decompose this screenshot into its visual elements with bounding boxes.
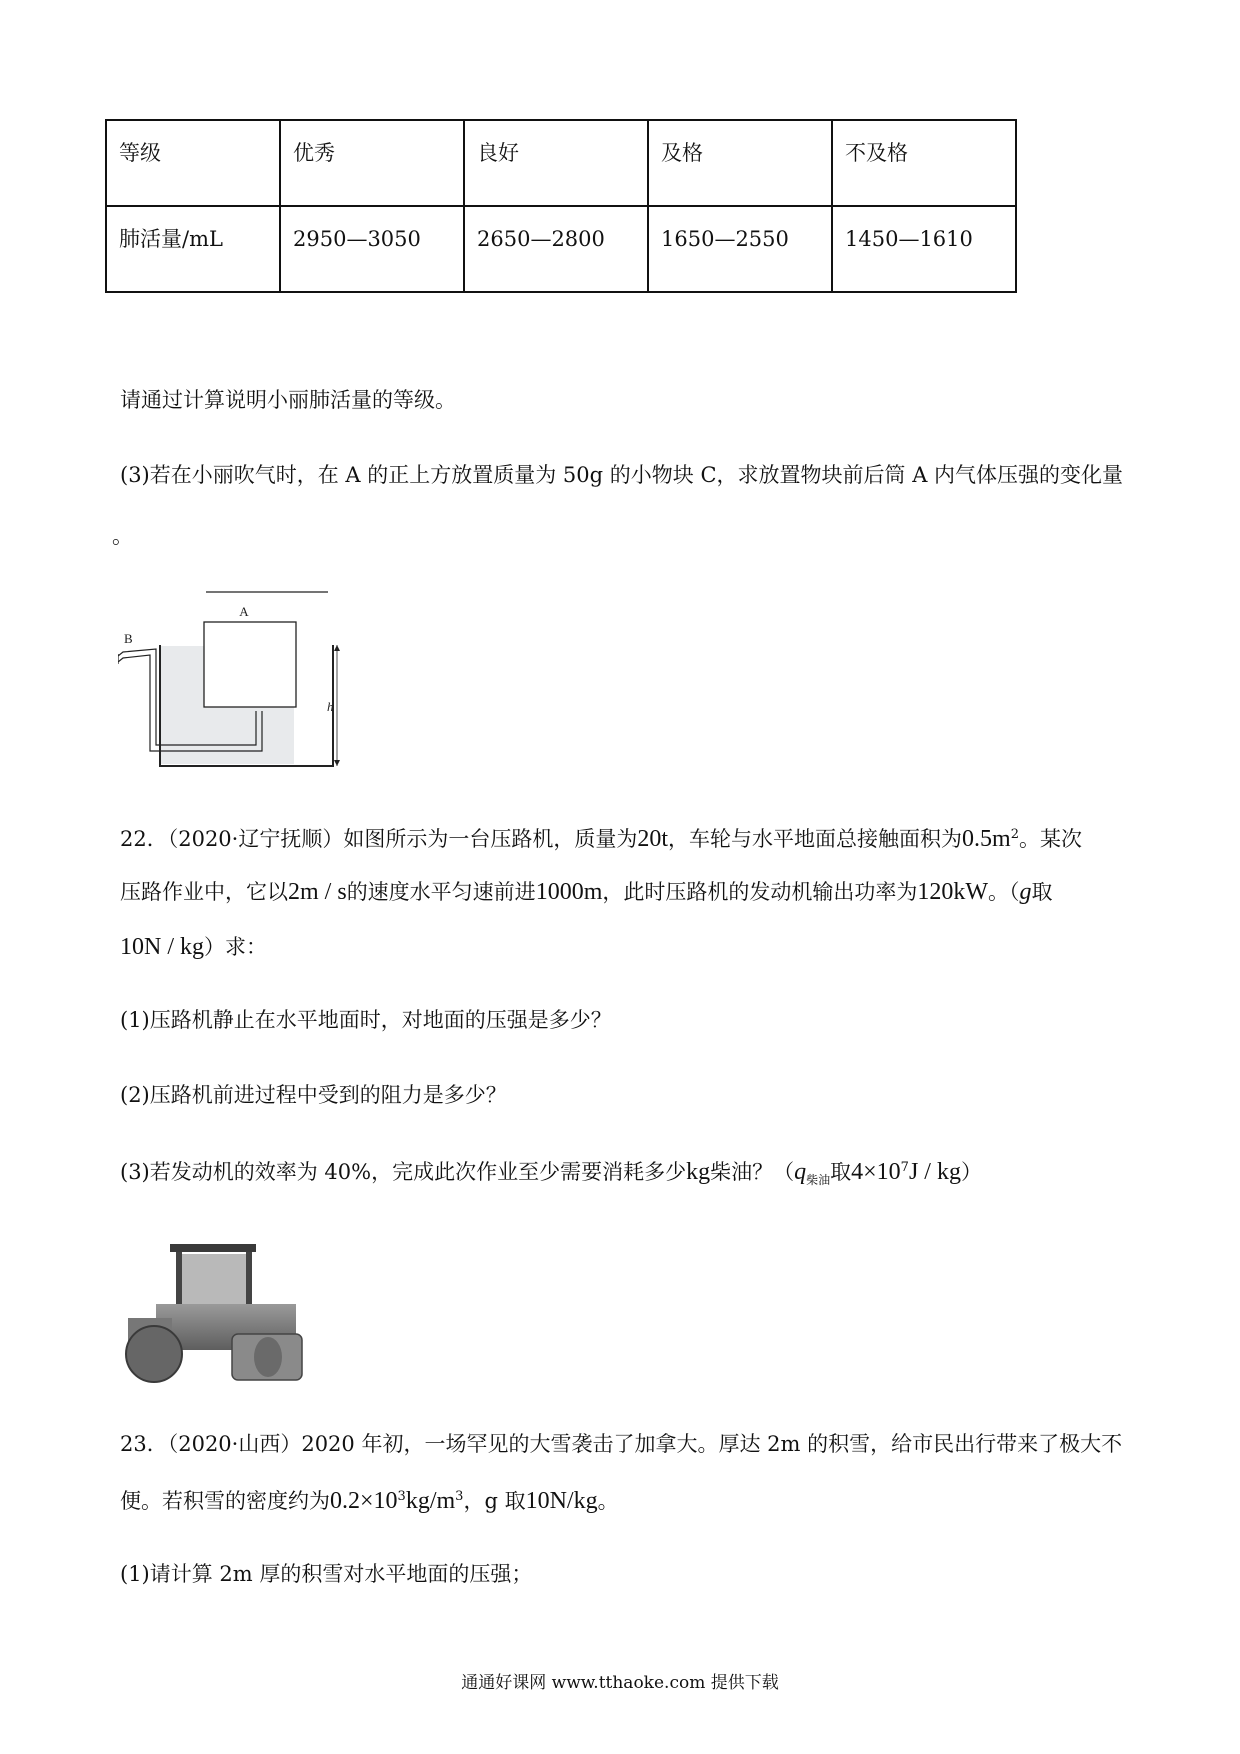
table-row <box>106 206 1016 292</box>
table-cell: 2950—3050 <box>280 206 464 292</box>
calc-prompt: 请通过计算说明小丽肺活量的等级。 <box>120 388 456 412</box>
table-cell: 不及格 <box>832 120 1016 206</box>
table-header-row <box>106 120 1016 206</box>
table-cell: 肺活量/mL <box>106 206 280 292</box>
table-cell: 1450—1610 <box>832 206 1016 292</box>
label-a: A <box>239 604 249 619</box>
question-22-line-2: 压路作业中，它以2m / s的速度水平匀速前进1000m，此时压路机的发动机输出功率为120kW。（g取 <box>120 879 1053 905</box>
page-footer: 通通好课网 www.tthaoke.com 提供下载 <box>461 1673 779 1693</box>
question-23-part-1: (1)请计算 2m 厚的积雪对水平地面的压强； <box>120 1562 533 1586</box>
question-22-part-2: (2)压路机前进过程中受到的阻力是多少？ <box>120 1083 507 1107</box>
question-22-part-1: (1)压路机静止在水平地面时，对地面的压强是多少？ <box>120 1008 612 1032</box>
table-cell: 良好 <box>464 120 648 206</box>
table-cell: 及格 <box>648 120 832 206</box>
question-22-part-3: (3)若发动机的效率为 40%，完成此次作业至少需要消耗多少kg柴油？（$q_{柴油}$取$4\times 10^7J / kg$） <box>120 1159 982 1188</box>
label-h: h <box>327 699 334 714</box>
question-21-part-3: (3)若在小丽吹气时，在 A 的正上方放置质量为 50g 的小物块 C，求放置物块前后筒 A 内气体压强的变化量 <box>120 463 1124 487</box>
question-23-line-1: 23．（2020·山西）2020 年初，一场罕见的大雪袭击了加拿大。厚达 2m 的积雪，给市民出行带来了极大不 <box>120 1432 1123 1456</box>
table-cell: 优秀 <box>280 120 464 206</box>
road-roller-photo <box>120 1240 310 1386</box>
table-cell: 2650—2800 <box>464 206 648 292</box>
table-cell: 等级 <box>106 120 280 206</box>
label-b: B <box>124 631 133 646</box>
cylinder-diagram <box>118 585 348 775</box>
table-cell: 1650—2550 <box>648 206 832 292</box>
question-22-line-1: 22．（2020·辽宁抚顺）如图所示为一台压路机，质量为20t，车轮与水平地面总接触面积为$0.5m^2$。某次 <box>120 826 1082 852</box>
lung-capacity-grade-table <box>105 119 1017 293</box>
question-22-line-3: 10N / kg）求： <box>120 934 267 960</box>
question-23-line-2: 便。若积雪的密度约为$0.2\times 10^3kg/m^3$，g 取10N/kg。 <box>120 1488 619 1514</box>
question-21-part-3-end: 。 <box>112 524 133 548</box>
